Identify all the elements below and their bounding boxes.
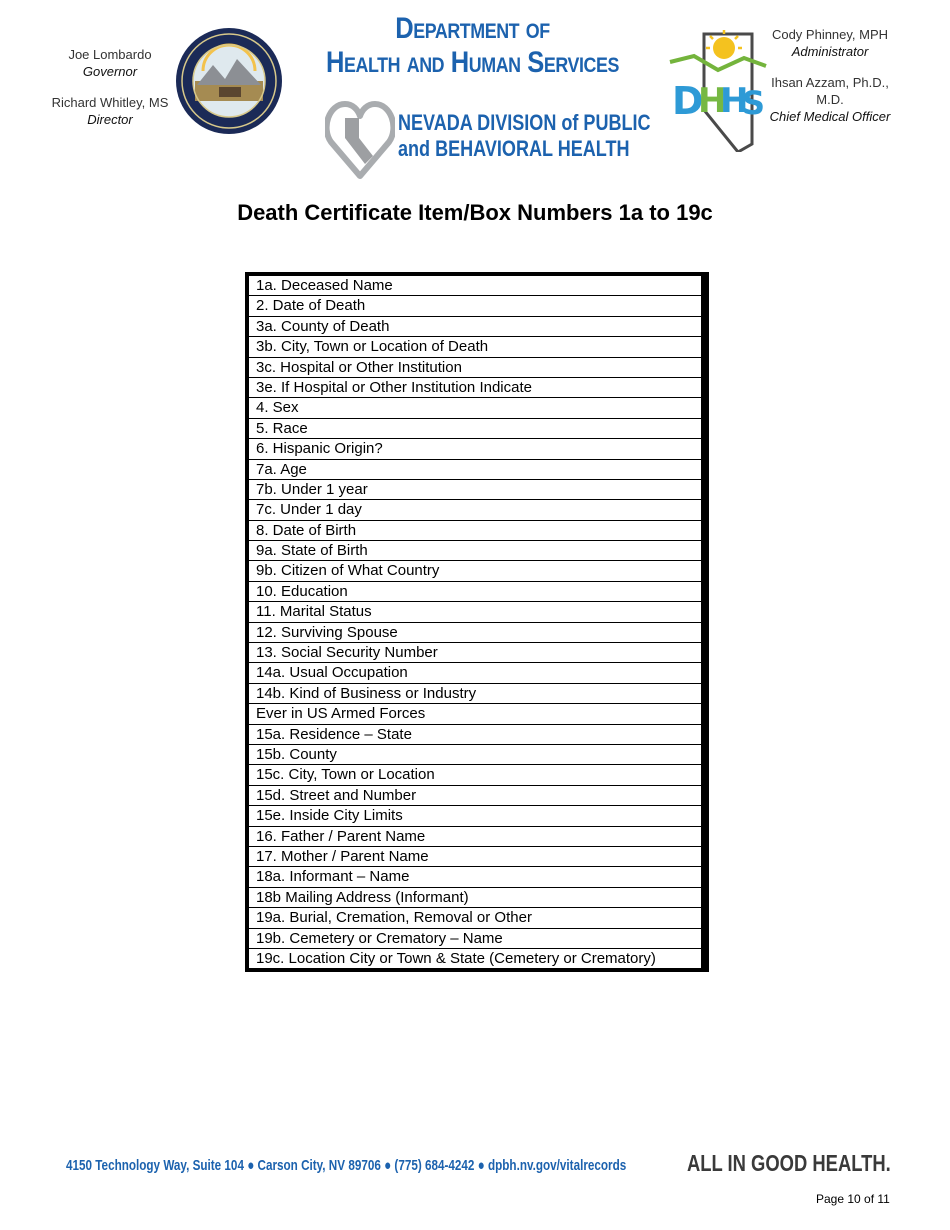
table-row: 15d. Street and Number	[249, 786, 701, 806]
svg-text:S: S	[742, 84, 766, 122]
svg-text:H: H	[720, 81, 749, 121]
division-line1: NEVADA DIVISION of PUBLIC	[398, 110, 651, 135]
governor-name: Joe Lombardo	[68, 47, 152, 62]
table-row: 15c. City, Town or Location	[249, 765, 701, 785]
table-row: 18a. Informant – Name	[249, 867, 701, 887]
cmo-name: Ihsan Azzam, Ph.D., M.D.	[771, 75, 889, 107]
page-number: Page 10 of 11	[816, 1192, 890, 1206]
footer-tagline: ALL IN GOOD HEALTH.	[687, 1150, 891, 1176]
table-row: 3c. Hospital or Other Institution	[249, 358, 701, 378]
table-row: 7c. Under 1 day	[249, 500, 701, 520]
cmo-role: Chief Medical Officer	[769, 109, 891, 124]
table-row: 9a. State of Birth	[249, 541, 701, 561]
table-row: 3b. City, Town or Location of Death	[249, 337, 701, 357]
department-line1: Department of	[395, 12, 550, 45]
table-row: 15b. County	[249, 745, 701, 765]
footer-address: 4150 Technology Way, Suite 104 ● Carson City, NV 89706 ● (775) 684-4242 ● dpbh.nv.gov/vitalrecords	[66, 1157, 627, 1174]
svg-text:H: H	[698, 81, 727, 121]
table-row: 11. Marital Status	[249, 602, 701, 622]
table-row: 16. Father / Parent Name	[249, 827, 701, 847]
table-row: 15a. Residence – State	[249, 725, 701, 745]
department-heading	[300, 12, 645, 80]
nevada-heart-icon	[325, 98, 395, 180]
director-role: Director	[87, 112, 133, 127]
table-row: 14a. Usual Occupation	[249, 663, 701, 683]
svg-text:D: D	[672, 79, 704, 123]
nevada-seal-icon	[175, 27, 283, 135]
table-row: 8. Date of Birth	[249, 521, 701, 541]
table-row: 13. Social Security Number	[249, 643, 701, 663]
division-line2: and BEHAVIORAL HEALTH	[398, 136, 630, 161]
table-row: 6. Hispanic Origin?	[249, 439, 701, 459]
department-line2: Health and Human Services	[326, 46, 619, 79]
table-row: 10. Education	[249, 582, 701, 602]
division-heading	[398, 110, 651, 162]
table-row: 14b. Kind of Business or Industry	[249, 684, 701, 704]
director-name: Richard Whitley, MS	[51, 95, 169, 110]
table-row: 19b. Cemetery or Crematory – Name	[249, 929, 701, 949]
table-row: 3a. County of Death	[249, 317, 701, 337]
table-row: 9b. Citizen of What Country	[249, 561, 701, 581]
left-officials	[40, 46, 180, 128]
table-row: 7a. Age	[249, 460, 701, 480]
table-row: 4. Sex	[249, 398, 701, 418]
table-row: 2. Date of Death	[249, 296, 701, 316]
governor-role: Governor	[82, 64, 138, 79]
table-row: 7b. Under 1 year	[249, 480, 701, 500]
table-row: 19a. Burial, Cremation, Removal or Other	[249, 908, 701, 928]
table-row: 17. Mother / Parent Name	[249, 847, 701, 867]
table-row: 1a. Deceased Name	[249, 276, 701, 296]
table-row: 15e. Inside City Limits	[249, 806, 701, 826]
administrator-role: Administrator	[791, 44, 869, 59]
table-row: 19c. Location City or Town & State (Cemetery or Crematory)	[256, 949, 656, 967]
page-title: Death Certificate Item/Box Numbers 1a to 19c	[237, 200, 713, 225]
right-officials	[765, 26, 895, 125]
table-row: 12. Surviving Spouse	[249, 623, 701, 643]
table-row: 18b Mailing Address (Informant)	[249, 888, 701, 908]
table-row: Ever in US Armed Forces	[249, 704, 701, 724]
dhhs-logo-icon	[668, 26, 768, 152]
table-row: 5. Race	[249, 419, 701, 439]
administrator-name: Cody Phinney, MPH	[771, 27, 889, 42]
item-table	[245, 272, 709, 972]
table-row: 3e. If Hospital or Other Institution Indicate	[249, 378, 701, 398]
